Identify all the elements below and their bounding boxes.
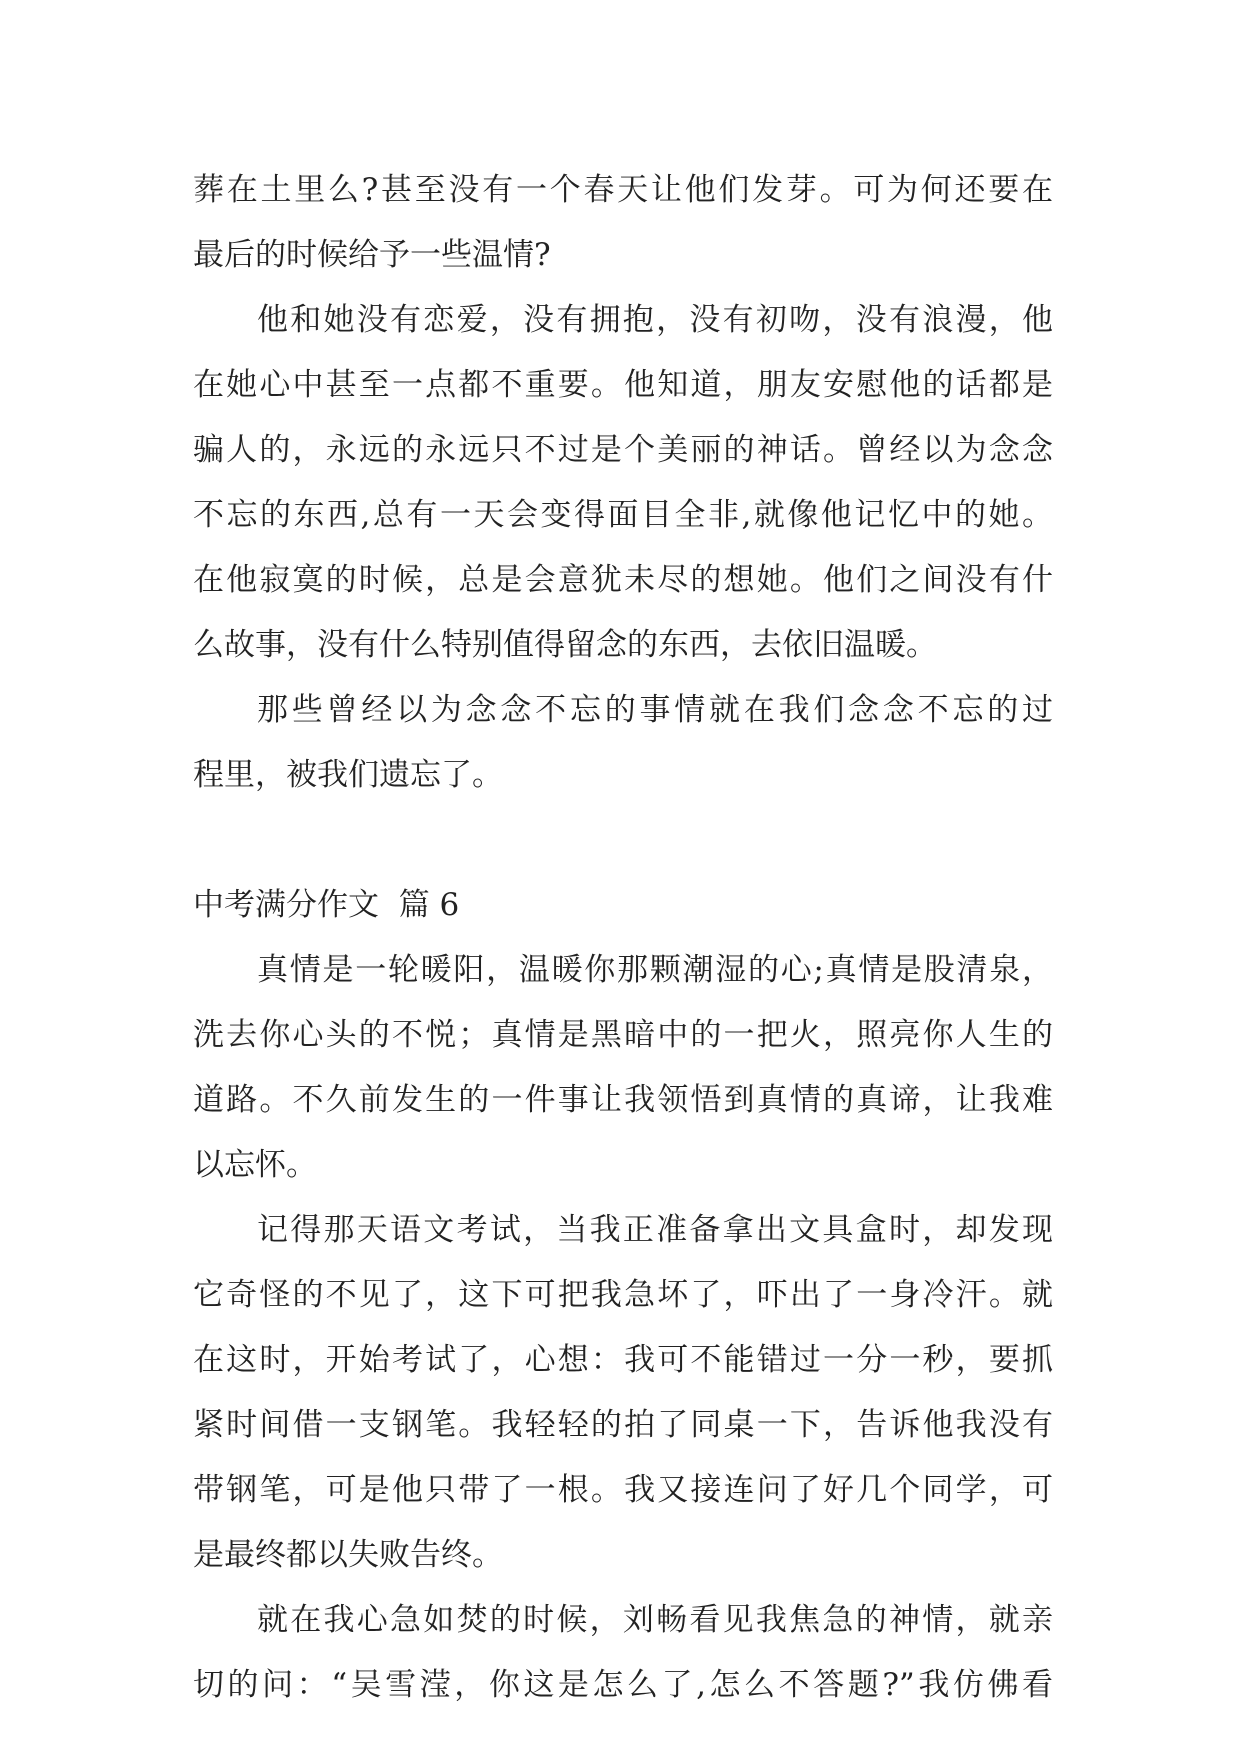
- text-line: 真情是一轮暖阳，温暖你那颗潮湿的心;真情是股清泉，: [257, 952, 1053, 988]
- text-line: 骗人的，永远的永远只不过是个美丽的神话。曾经以为念念: [193, 432, 1053, 468]
- paragraph: [193, 288, 1053, 678]
- paragraph: [193, 158, 1053, 288]
- text-line: 他和她没有恋爱，没有拥抱，没有初吻，没有浪漫，他: [257, 302, 1053, 338]
- text-line: 在她心中甚至一点都不重要。他知道，朋友安慰他的话都是: [193, 367, 1053, 403]
- paragraph: [193, 938, 1053, 1198]
- text-line: 带钢笔，可是他只带了一根。我又接连问了好几个同学，可: [193, 1472, 1053, 1508]
- text-line: 在这时，开始考试了，心想：我可不能错过一分一秒，要抓: [193, 1342, 1053, 1378]
- text-line: 那些曾经以为念念不忘的事情就在我们念念不忘的过: [257, 692, 1053, 728]
- text-line: 紧时间借一支钢笔。我轻轻的拍了同桌一下，告诉他我没有: [193, 1407, 1053, 1443]
- section-heading: 中考满分作文 篇 6: [193, 887, 460, 923]
- text-line: 最后的时候给予一些温情?: [193, 237, 551, 273]
- text-line: 以忘怀。: [193, 1147, 317, 1183]
- text-line: 是最终都以失败告终。: [193, 1537, 503, 1573]
- text-line: 切的问：“吴雪滢，你这是怎么了,怎么不答题?”我仿佛看: [193, 1667, 1053, 1703]
- document-page: [193, 158, 1053, 1718]
- text-line: 道路。不久前发生的一件事让我领悟到真情的真谛，让我难: [193, 1082, 1053, 1118]
- text-line: 么故事，没有什么特别值得留念的东西，去依旧温暖。: [193, 627, 937, 663]
- blank-line: [193, 808, 1053, 873]
- text-line: 程里，被我们遗忘了。: [193, 757, 503, 793]
- paragraph: [193, 678, 1053, 808]
- text-line: 葬在土里么?甚至没有一个春天让他们发芽。可为何还要在: [193, 172, 1053, 208]
- text-line: 洗去你心头的不悦；真情是黑暗中的一把火，照亮你人生的: [193, 1017, 1053, 1053]
- paragraph: [193, 1588, 1053, 1718]
- paragraph: [193, 1198, 1053, 1588]
- text-line: 它奇怪的不见了，这下可把我急坏了，吓出了一身冷汗。就: [193, 1277, 1053, 1313]
- text-line: 就在我心急如焚的时候，刘畅看见我焦急的神情，就亲: [257, 1602, 1053, 1638]
- text-line: 记得那天语文考试，当我正准备拿出文具盒时，却发现: [257, 1212, 1053, 1248]
- text-line: 不忘的东西,总有一天会变得面目全非,就像他记忆中的她。: [193, 497, 1053, 533]
- text-line: 在他寂寞的时候，总是会意犹未尽的想她。他们之间没有什: [193, 562, 1053, 598]
